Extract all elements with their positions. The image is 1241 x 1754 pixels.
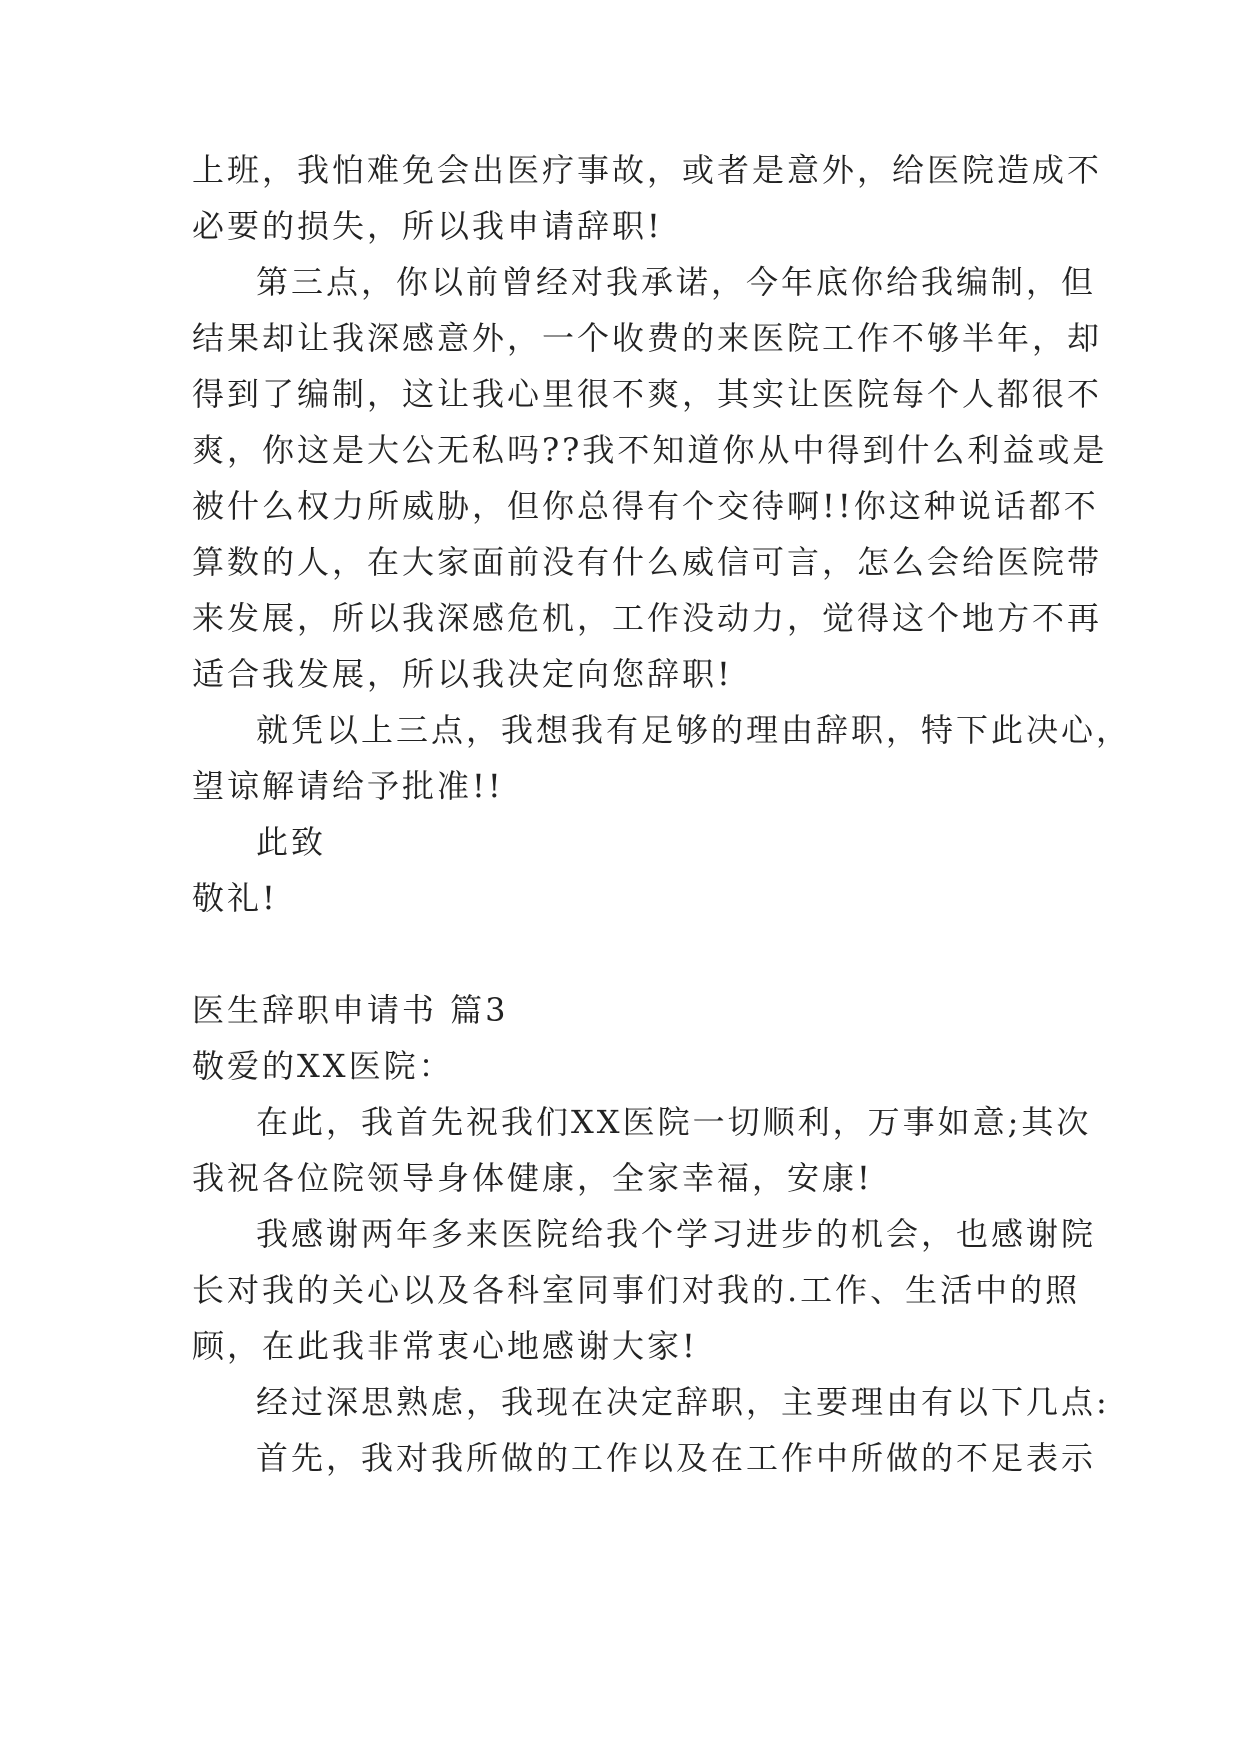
text-line: 结果却让我深感意外，一个收费的来医院工作不够半年，却: [192, 319, 1103, 357]
paragraph-start-line: 就凭以上三点，我想我有足够的理由辞职，特下此决心，: [256, 711, 1132, 749]
paragraph-start-line: 第三点，你以前曾经对我承诺，今年底你给我编制，但: [256, 263, 1097, 301]
text-line: 望谅解请给予批准!!: [192, 767, 504, 805]
paragraph-start-line: 经过深思熟虑，我现在决定辞职，主要理由有以下几点:: [256, 1383, 1110, 1421]
text-line: 顾，在此我非常衷心地感谢大家!: [192, 1327, 698, 1365]
text-line: 爽，你这是大公无私吗??我不知道你从中得到什么利益或是: [192, 431, 1108, 469]
text-line: 上班，我怕难免会出医疗事故，或者是意外，给医院造成不: [192, 151, 1103, 189]
text-line: 来发展，所以我深感危机，工作没动力，觉得这个地方不再: [192, 599, 1103, 637]
closing-regards: 敬礼!: [192, 879, 278, 917]
text-line: 长对我的关心以及各科室同事们对我的.工作、生活中的照: [192, 1271, 1081, 1309]
text-line: 得到了编制，这让我心里很不爽，其实让医院每个人都很不: [192, 375, 1103, 413]
paragraph-start-line: 我感谢两年多来医院给我个学习进步的机会，也感谢院: [256, 1215, 1097, 1253]
text-line: 适合我发展，所以我决定向您辞职!: [192, 655, 733, 693]
paragraph-start-line: 在此，我首先祝我们XX医院一切顺利，万事如意;其次: [256, 1103, 1092, 1141]
closing-salutation: 此致: [256, 823, 327, 861]
paragraph-start-line: 首先，我对我所做的工作以及在工作中所做的不足表示: [256, 1439, 1097, 1477]
text-line: 被什么权力所威胁，但你总得有个交待啊!!你这种说话都不: [192, 487, 1099, 525]
text-line: 算数的人，在大家面前没有什么威信可言，怎么会给医院带: [192, 543, 1103, 581]
text-line: 必要的损失，所以我申请辞职!: [192, 207, 663, 245]
section-heading: 医生辞职申请书 篇3: [192, 991, 509, 1029]
letter-greeting: 敬爱的XX医院：: [192, 1047, 454, 1085]
text-line: 我祝各位院领导身体健康，全家幸福，安康!: [192, 1159, 873, 1197]
